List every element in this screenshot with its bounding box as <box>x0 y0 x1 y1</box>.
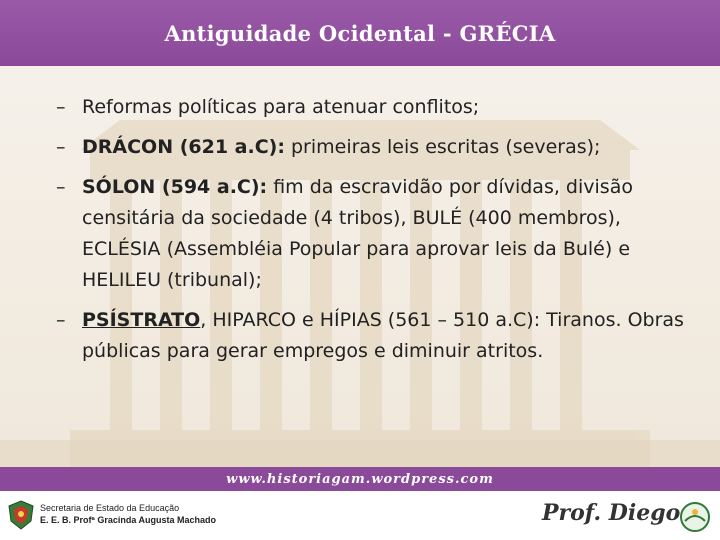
url-bar <box>0 467 720 491</box>
bullet-text: fim da escravidão por dívidas, divisão censitária da sociedade (4 tribos), BULÉ (400 membros), ECLÉSIA (Assembléia Popular para aprovar leis da Bulé) e HELILEU (tribunal); <box>82 176 633 291</box>
bullet-strong: DRÁCON (621 a.C): <box>82 136 285 158</box>
bullet-list <box>56 92 696 376</box>
footer <box>0 491 720 540</box>
bullet-dash: – <box>56 96 66 118</box>
bullet-item <box>56 172 696 296</box>
institution-info <box>40 502 216 526</box>
website-url[interactable]: www.historiagam.wordpress.com <box>226 471 494 487</box>
bullet-text: , HIPARCO e HÍPIAS (561 – 510 a.C): Tiranos. Obras públicas para gerar empregos e diminuir atritos. <box>82 309 684 362</box>
bullet-text: primeiras leis escritas (severas); <box>284 136 601 158</box>
bullet-strong: SÓLON (594 a.C): <box>82 176 268 198</box>
institution-line2: E. E. B. Profª Gracinda Augusta Machado <box>40 515 217 525</box>
bullet-dash: – <box>56 176 66 198</box>
bullet-item <box>56 132 696 163</box>
bullet-item <box>56 305 696 367</box>
gam-logo-icon <box>679 501 711 533</box>
institution-line1: Secretaria de Estado da Educação <box>40 503 180 513</box>
teacher-signature: Prof. Diego <box>542 500 681 526</box>
bullet-dash: – <box>56 309 66 331</box>
bullet-item <box>56 92 696 123</box>
title-bar <box>0 0 720 66</box>
state-crest-icon <box>6 499 36 531</box>
bullet-strong: PSÍSTRATO <box>82 309 201 331</box>
slide-title: Antiguidade Ocidental - GRÉCIA <box>164 20 556 46</box>
bullet-text: Reformas políticas para atenuar conflitos; <box>82 96 480 118</box>
bullet-dash: – <box>56 136 66 158</box>
